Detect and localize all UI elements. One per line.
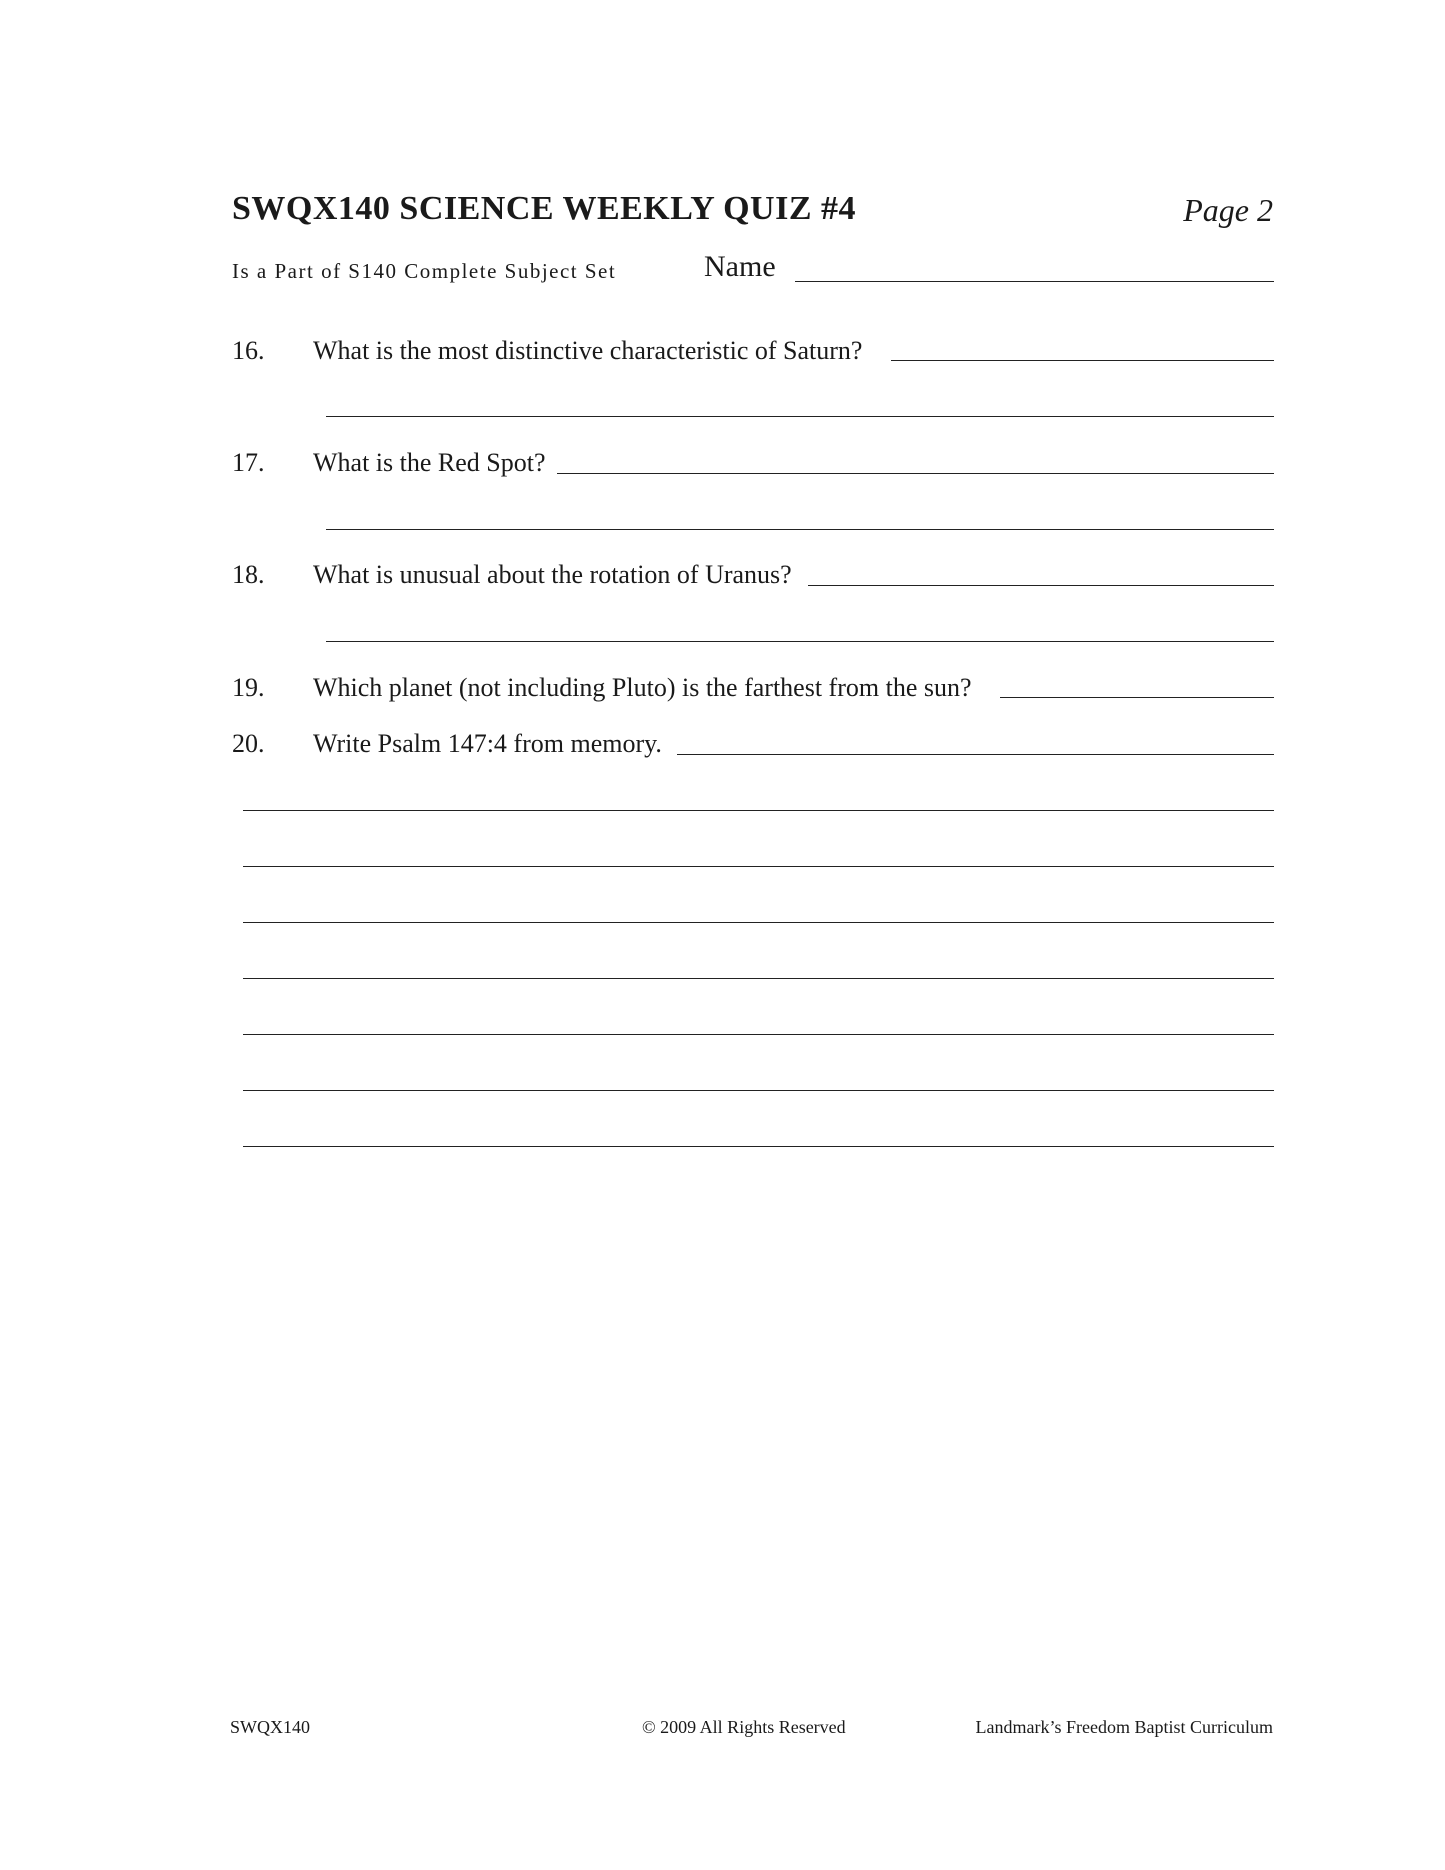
question-18-text: What is unusual about the rotation of Uranus?	[313, 560, 792, 589]
footer-copyright: © 2009 All Rights Reserved	[642, 1717, 846, 1737]
question-16-text: What is the most distinctive characteristic of Saturn?	[313, 336, 863, 365]
question-19-number: 19.	[232, 673, 265, 702]
question-17-text: What is the Red Spot?	[313, 448, 546, 477]
question-18-number: 18.	[232, 560, 265, 589]
writing-line-5[interactable]	[243, 1034, 1274, 1035]
question-20-number: 20.	[232, 729, 265, 758]
name-label: Name	[704, 250, 776, 283]
writing-line-4[interactable]	[243, 978, 1274, 979]
footer-publisher: Landmark’s Freedom Baptist Curriculum	[975, 1717, 1273, 1737]
quiz-title: SWQX140 SCIENCE WEEKLY QUIZ #4	[232, 190, 857, 227]
subject-set-note: Is a Part of S140 Complete Subject Set	[232, 259, 617, 283]
writing-line-7[interactable]	[243, 1146, 1274, 1147]
question-17-number: 17.	[232, 448, 265, 477]
question-17-answer-line[interactable]	[557, 473, 1274, 474]
question-16-answer-line[interactable]	[891, 360, 1274, 361]
footer-course-code: SWQX140	[230, 1717, 310, 1737]
writing-line-6[interactable]	[243, 1090, 1274, 1091]
question-18-answer-line[interactable]	[808, 585, 1274, 586]
page-number: Page 2	[1183, 192, 1273, 228]
question-19-text: Which planet (not including Pluto) is the farthest from the sun?	[313, 673, 972, 702]
question-16-number: 16.	[232, 336, 265, 365]
question-17-answer-line-2[interactable]	[326, 529, 1274, 530]
question-16-answer-line-2[interactable]	[326, 416, 1274, 417]
name-answer-line[interactable]	[795, 281, 1274, 282]
writing-line-1[interactable]	[243, 810, 1274, 811]
question-19-answer-line[interactable]	[1000, 697, 1274, 698]
writing-line-3[interactable]	[243, 922, 1274, 923]
question-20-text: Write Psalm 147:4 from memory.	[313, 729, 662, 758]
question-18-answer-line-2[interactable]	[326, 641, 1274, 642]
question-20-answer-line[interactable]	[677, 754, 1274, 755]
writing-line-2[interactable]	[243, 866, 1274, 867]
